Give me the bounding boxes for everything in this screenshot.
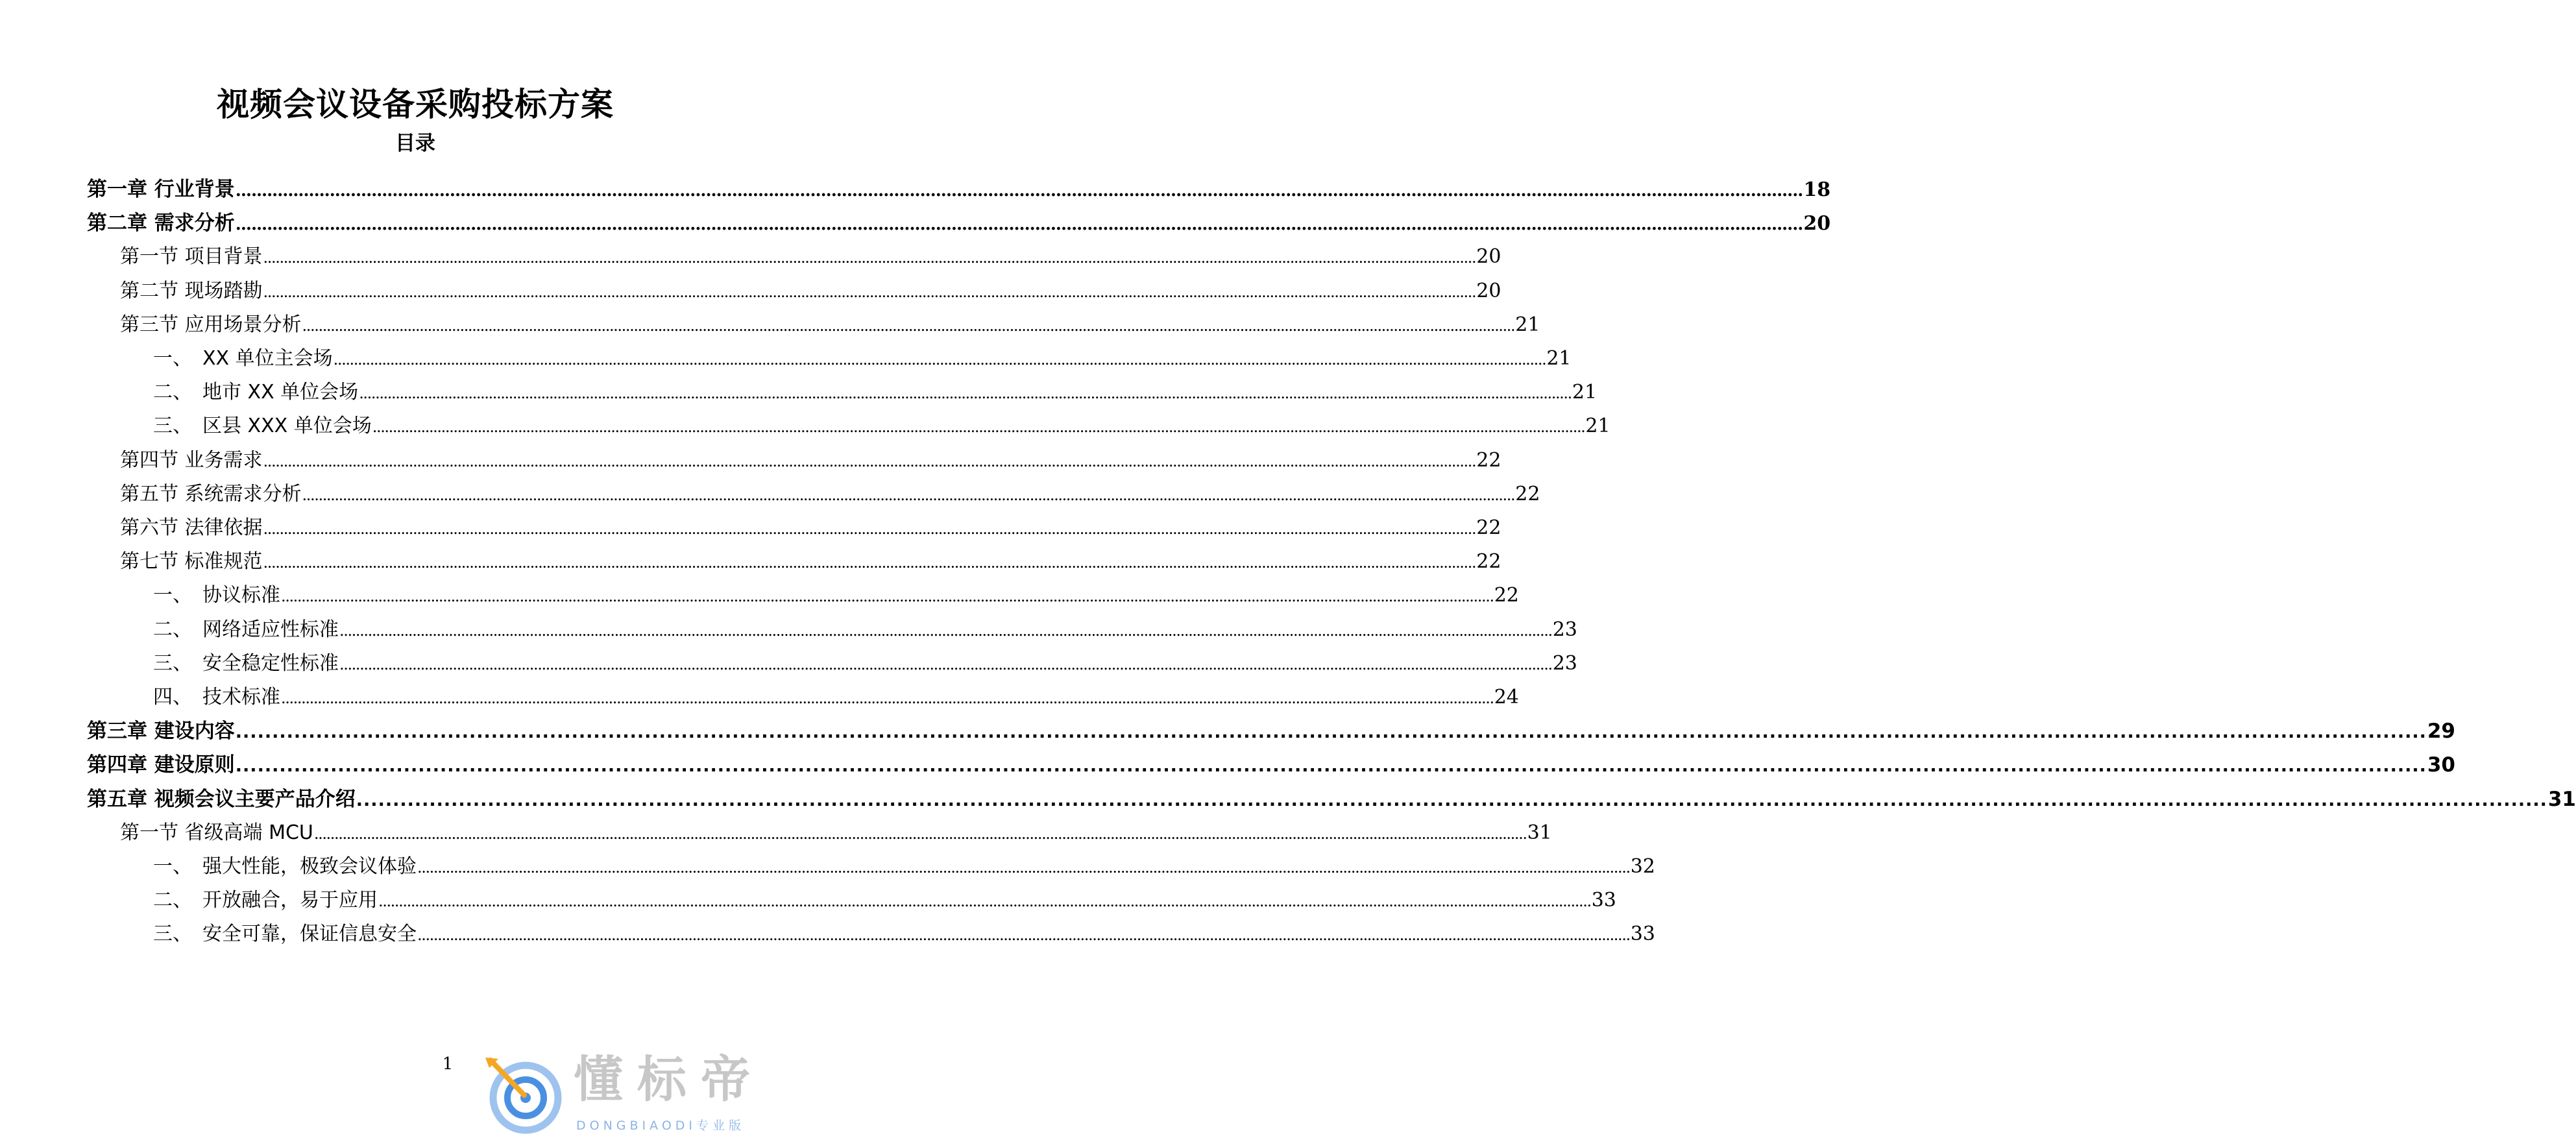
toc-entry-page: 33: [1591, 889, 1616, 912]
toc-entry-text: 技术标准: [202, 686, 280, 708]
toc-entry-label: [120, 511, 263, 540]
toc-entry-label: [120, 444, 263, 472]
toc-entry-page: 20: [1476, 279, 1501, 302]
toc-entry[interactable]: [153, 342, 1572, 370]
toc-dot-leader: ............................................................................................................................................................................................................................................................................................................: [333, 350, 1546, 369]
toc-entry-page: 31: [1527, 821, 1552, 844]
toc-entry-page: 32: [1630, 855, 1655, 878]
watermark-logo: [484, 1050, 796, 1135]
toc-entry-page: 22: [1494, 584, 1519, 607]
toc-dot-leader: ............................................................................................................................................................................................................................................................................................................: [302, 316, 1515, 335]
toc-entry[interactable]: [87, 748, 2455, 777]
toc-entry-number: 三、: [153, 651, 192, 675]
toc-entry-text: 开放融合，易于应用: [202, 889, 378, 912]
toc-entry[interactable]: [120, 816, 1552, 844]
toc-dot-leader: ............................................................................................................................................................................................................................................................................................................: [263, 520, 1476, 538]
toc-entry-text: 第一章 行业背景: [87, 178, 235, 201]
toc-entry-label: [153, 850, 417, 878]
toc-dot-leader: ............................................................................................................................................................................................................................................................................................................: [339, 621, 1552, 640]
toc-entry-label: [153, 613, 339, 642]
toc-entry-text: XX 单位主会场: [202, 347, 333, 370]
toc-dot-leader: ............................................................................................................................................................................................................................................................................................................: [235, 215, 1803, 235]
toc-entry-label: [120, 478, 302, 506]
toc-entry-label: [87, 748, 235, 777]
toc-entry-text: 第一节 省级高端 MCU: [120, 821, 313, 844]
toc-entry-number: 三、: [153, 415, 192, 438]
toc-entry-page: 21: [1515, 313, 1540, 336]
toc-entry-label: [120, 274, 263, 303]
toc-entry-text: 安全稳定性标准: [202, 651, 339, 675]
toc-entry-label: [120, 545, 263, 574]
toc-entry-label: [153, 681, 280, 709]
toc-entry-text: 第一节 项目背景: [120, 245, 263, 269]
toc-entry-text: 第四节 业务需求: [120, 448, 263, 472]
toc-entry-label: [120, 816, 313, 845]
toc-entry-page: 24: [1494, 686, 1519, 708]
page-number: 1: [442, 1054, 454, 1074]
toc-entry[interactable]: [153, 850, 1655, 878]
toc-entry-label: [87, 714, 235, 744]
toc-entry-label: [153, 342, 333, 370]
toc-entry[interactable]: [120, 274, 1501, 302]
toc-dot-leader: ............................................................................................................................................................................................................................................................................................................: [359, 384, 1572, 403]
toc-entry-text: 网络适应性标准: [202, 618, 339, 641]
toc-entry[interactable]: [120, 478, 1540, 505]
toc-dot-leader: ............................................................................................................................................................................................................................................................................................................: [263, 553, 1476, 572]
toc-entry-label: [120, 240, 263, 269]
page-title: 视频会议设备采购投标方案: [217, 86, 614, 123]
toc-entry-page: 22: [1476, 550, 1501, 574]
watermark-subtext: DONGBIAODI专业版: [576, 1119, 746, 1133]
toc-entry-label: [153, 409, 372, 438]
toc-entry-number: 二、: [153, 889, 192, 912]
toc-dot-leader: ............................................................................................................................................................................................................................................................................................................: [417, 926, 1630, 945]
toc-entry-page: 22: [1476, 516, 1501, 539]
toc-dot-leader: ............................................................................................................................................................................................................................................................................................................: [372, 418, 1585, 437]
toc-entry-page: 31: [2547, 787, 2576, 811]
toc-dot-leader: ............................................................................................................................................................................................................................................................................................................: [302, 485, 1515, 504]
toc-entry-text: 第七节 标准规范: [120, 550, 263, 574]
toc-entry-label: [153, 647, 339, 675]
toc-entry-number: 四、: [153, 686, 192, 708]
toc-entry-label: [153, 884, 378, 912]
toc-dot-leader: ............................................................................................................................................................................................................................................................................................................: [263, 248, 1476, 267]
toc-entry-text: 第五章 视频会议主要产品介绍: [87, 787, 356, 811]
toc-entry-text: 地市 XX 单位会场: [202, 381, 359, 404]
toc-entry-page: 29: [2427, 720, 2455, 744]
toc-entry-page: 23: [1552, 618, 1577, 641]
toc-entry-text: 强大性能，极致会议体验: [202, 855, 417, 878]
toc-entry-page: 30: [2427, 753, 2455, 777]
toc-entry[interactable]: [120, 240, 1501, 269]
toc-entry[interactable]: [87, 782, 2576, 811]
toc-entry-label: [153, 579, 280, 607]
toc-entry-text: 第三章 建设内容: [87, 720, 235, 744]
toc-entry[interactable]: [87, 173, 1831, 201]
target-logo-icon: [484, 1055, 567, 1135]
toc-dot-leader: ............................................................................................................................................................................................................................................................................................................: [417, 858, 1630, 877]
toc-entry-number: 二、: [153, 381, 192, 404]
toc-dot-leader: ............................................................................................................................................................................................................................................................................................................: [263, 282, 1476, 301]
toc-entry[interactable]: [153, 613, 1577, 641]
toc-entry[interactable]: [153, 647, 1577, 675]
toc-entry-number: 一、: [153, 347, 192, 370]
toc-entry-text: 第二章 需求分析: [87, 212, 235, 236]
toc-entry[interactable]: [120, 511, 1501, 539]
toc-dot-leader: ............................................................................................................................................................................................................................................................................................................: [235, 181, 1803, 200]
toc-entry-text: 安全可靠，保证信息安全: [202, 923, 417, 946]
toc-entry-page: 22: [1515, 482, 1540, 505]
toc-entry-page: 22: [1476, 448, 1501, 472]
toc-entry-page: 21: [1546, 347, 1572, 370]
toc-entry-text: 第二节 现场踏勘: [120, 279, 263, 302]
toc-dot-leader: ............................................................................................................................................................................................................................................................................................................: [235, 756, 2427, 777]
toc-entry-text: 区县 XXX 单位会场: [202, 415, 372, 438]
toc-entry-page: 23: [1552, 651, 1577, 675]
toc-entry[interactable]: [153, 409, 1610, 438]
toc-dot-leader: ............................................................................................................................................................................................................................................................................................................: [313, 824, 1527, 843]
toc-entry-label: [87, 206, 235, 236]
toc-entry-text: 第三节 应用场景分析: [120, 313, 302, 336]
toc-entry-label: [87, 782, 356, 812]
toc-entry[interactable]: [153, 681, 1519, 708]
toc-entry[interactable]: [153, 884, 1616, 912]
toc-heading: 目录: [395, 132, 435, 155]
toc-entry-text: 协议标准: [202, 584, 280, 607]
toc-entry[interactable]: [87, 714, 2455, 744]
toc-dot-leader: ............................................................................................................................................................................................................................................................................................................: [263, 452, 1476, 470]
toc-entry[interactable]: [120, 444, 1501, 472]
toc-entry-page: 20: [1803, 212, 1831, 236]
toc-entry-number: 二、: [153, 618, 192, 641]
toc-entry-page: 20: [1476, 245, 1501, 269]
toc-entry-text: 第四章 建设原则: [87, 753, 235, 777]
toc-entry[interactable]: [87, 206, 1831, 236]
toc-dot-leader: ............................................................................................................................................................................................................................................................................................................: [339, 655, 1552, 673]
toc-dot-leader: ............................................................................................................................................................................................................................................................................................................: [281, 689, 1494, 707]
toc-entry-page: 18: [1803, 178, 1831, 201]
toc-entry-text: 第六节 法律依据: [120, 516, 263, 539]
toc-entry-label: [87, 173, 235, 202]
toc-entry[interactable]: [120, 545, 1501, 574]
toc-entry-number: 一、: [153, 855, 192, 878]
toc-entry[interactable]: [120, 308, 1540, 336]
toc-entry-label: [153, 376, 358, 404]
toc-dot-leader: ............................................................................................................................................................................................................................................................................................................: [235, 722, 2427, 743]
toc-entry[interactable]: [153, 917, 1655, 946]
toc-entry-page: 21: [1585, 415, 1610, 438]
toc-entry-label: [120, 308, 302, 337]
toc-entry[interactable]: [153, 376, 1598, 404]
toc-entry-page: 21: [1572, 381, 1598, 404]
toc-entry-number: 三、: [153, 923, 192, 946]
toc-entry-page: 33: [1630, 923, 1655, 946]
toc-entry-text: 第五节 系统需求分析: [120, 482, 302, 505]
toc-entry[interactable]: [153, 579, 1519, 607]
toc-dot-leader: ............................................................................................................................................................................................................................................................................................................: [281, 587, 1494, 606]
toc-dot-leader: ............................................................................................................................................................................................................................................................................................................: [356, 790, 2547, 810]
toc-entry-number: 一、: [153, 584, 192, 607]
toc-entry-label: [153, 917, 417, 946]
watermark-text: 懂标帝: [574, 1050, 764, 1108]
toc-dot-leader: ............................................................................................................................................................................................................................................................................................................: [378, 892, 1591, 911]
